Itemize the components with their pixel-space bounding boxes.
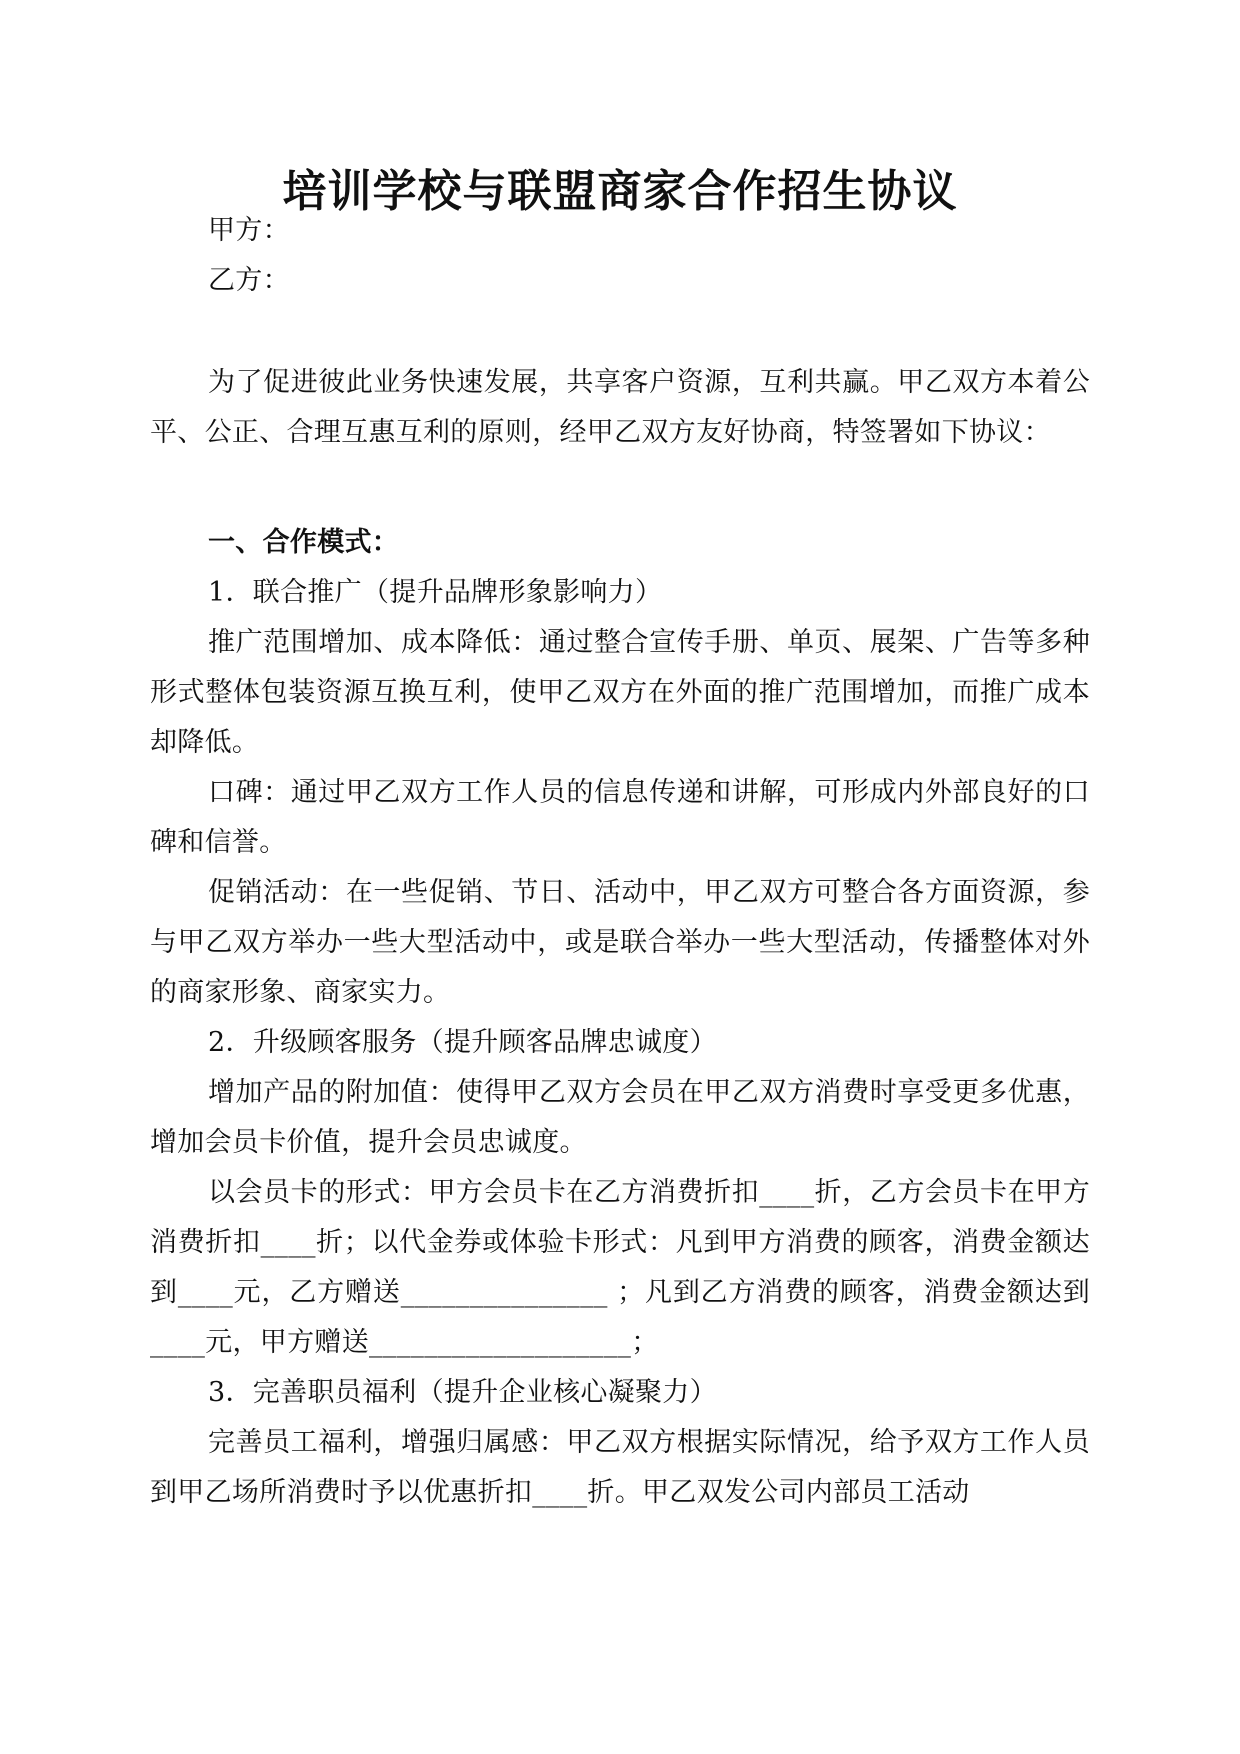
- paragraph-promotional-activities: 促销活动：在一些促销、节日、活动中，甲乙双方可整合各方面资源，参与甲乙双方举办一些大型活动中，或是联合举办一些大型活动，传播整体对外的商家形象、商家实力。: [150, 877, 1090, 1008]
- intro-paragraph: 为了促进彼此业务快速发展，共享客户资源，互利共赢。甲乙双方本着公平、公正、合理互惠互利的原则，经甲乙双方友好协商，特签署如下协议：: [150, 367, 1090, 448]
- item-heading-staff-welfare: 3．完善职员福利（提升企业核心凝聚力）: [208, 1377, 717, 1408]
- paragraph-reputation: 口碑：通过甲乙双方工作人员的信息传递和讲解，可形成内外部良好的口碑和信誉。: [150, 777, 1090, 858]
- party-a-label: 甲方：: [208, 215, 290, 246]
- document-title: 培训学校与联盟商家合作招生协议: [282, 166, 958, 217]
- paragraph-added-value: 增加产品的附加值：使得甲乙双方会员在甲乙双方消费时享受更多优惠，增加会员卡价值，提升会员忠诚度。: [150, 1077, 1090, 1158]
- item-heading-joint-promotion: 1．联合推广（提升品牌形象影响力）: [208, 577, 663, 608]
- paragraph-member-card-discount: 以会员卡的形式：甲方会员卡在乙方消费折扣____折，乙方会员卡在甲方消费折扣____折；以代金券或体验卡形式：凡到甲方消费的顾客，消费金额达到____元，乙方赠送_______________ ；凡到乙方消费的顾客，消费金额达到____元，甲方赠送___________________；: [150, 1177, 1090, 1358]
- item-heading-customer-service: 2．升级顾客服务（提升顾客品牌忠诚度）: [208, 1027, 717, 1058]
- paragraph-staff-welfare: 完善员工福利，增强归属感：甲乙双方根据实际情况，给予双方工作人员到甲乙场所消费时予以优惠折扣____折。甲乙双发公司内部员工活动: [150, 1427, 1090, 1508]
- paragraph-promotion-scope: 推广范围增加、成本降低：通过整合宣传手册、单页、展架、广告等多种形式整体包装资源互换互利，使甲乙双方在外面的推广范围增加，而推广成本却降低。: [150, 627, 1090, 758]
- section-heading-cooperation-mode: 一、合作模式：: [208, 527, 400, 558]
- document-body: [150, 206, 1090, 1518]
- party-b-label: 乙方：: [208, 265, 290, 296]
